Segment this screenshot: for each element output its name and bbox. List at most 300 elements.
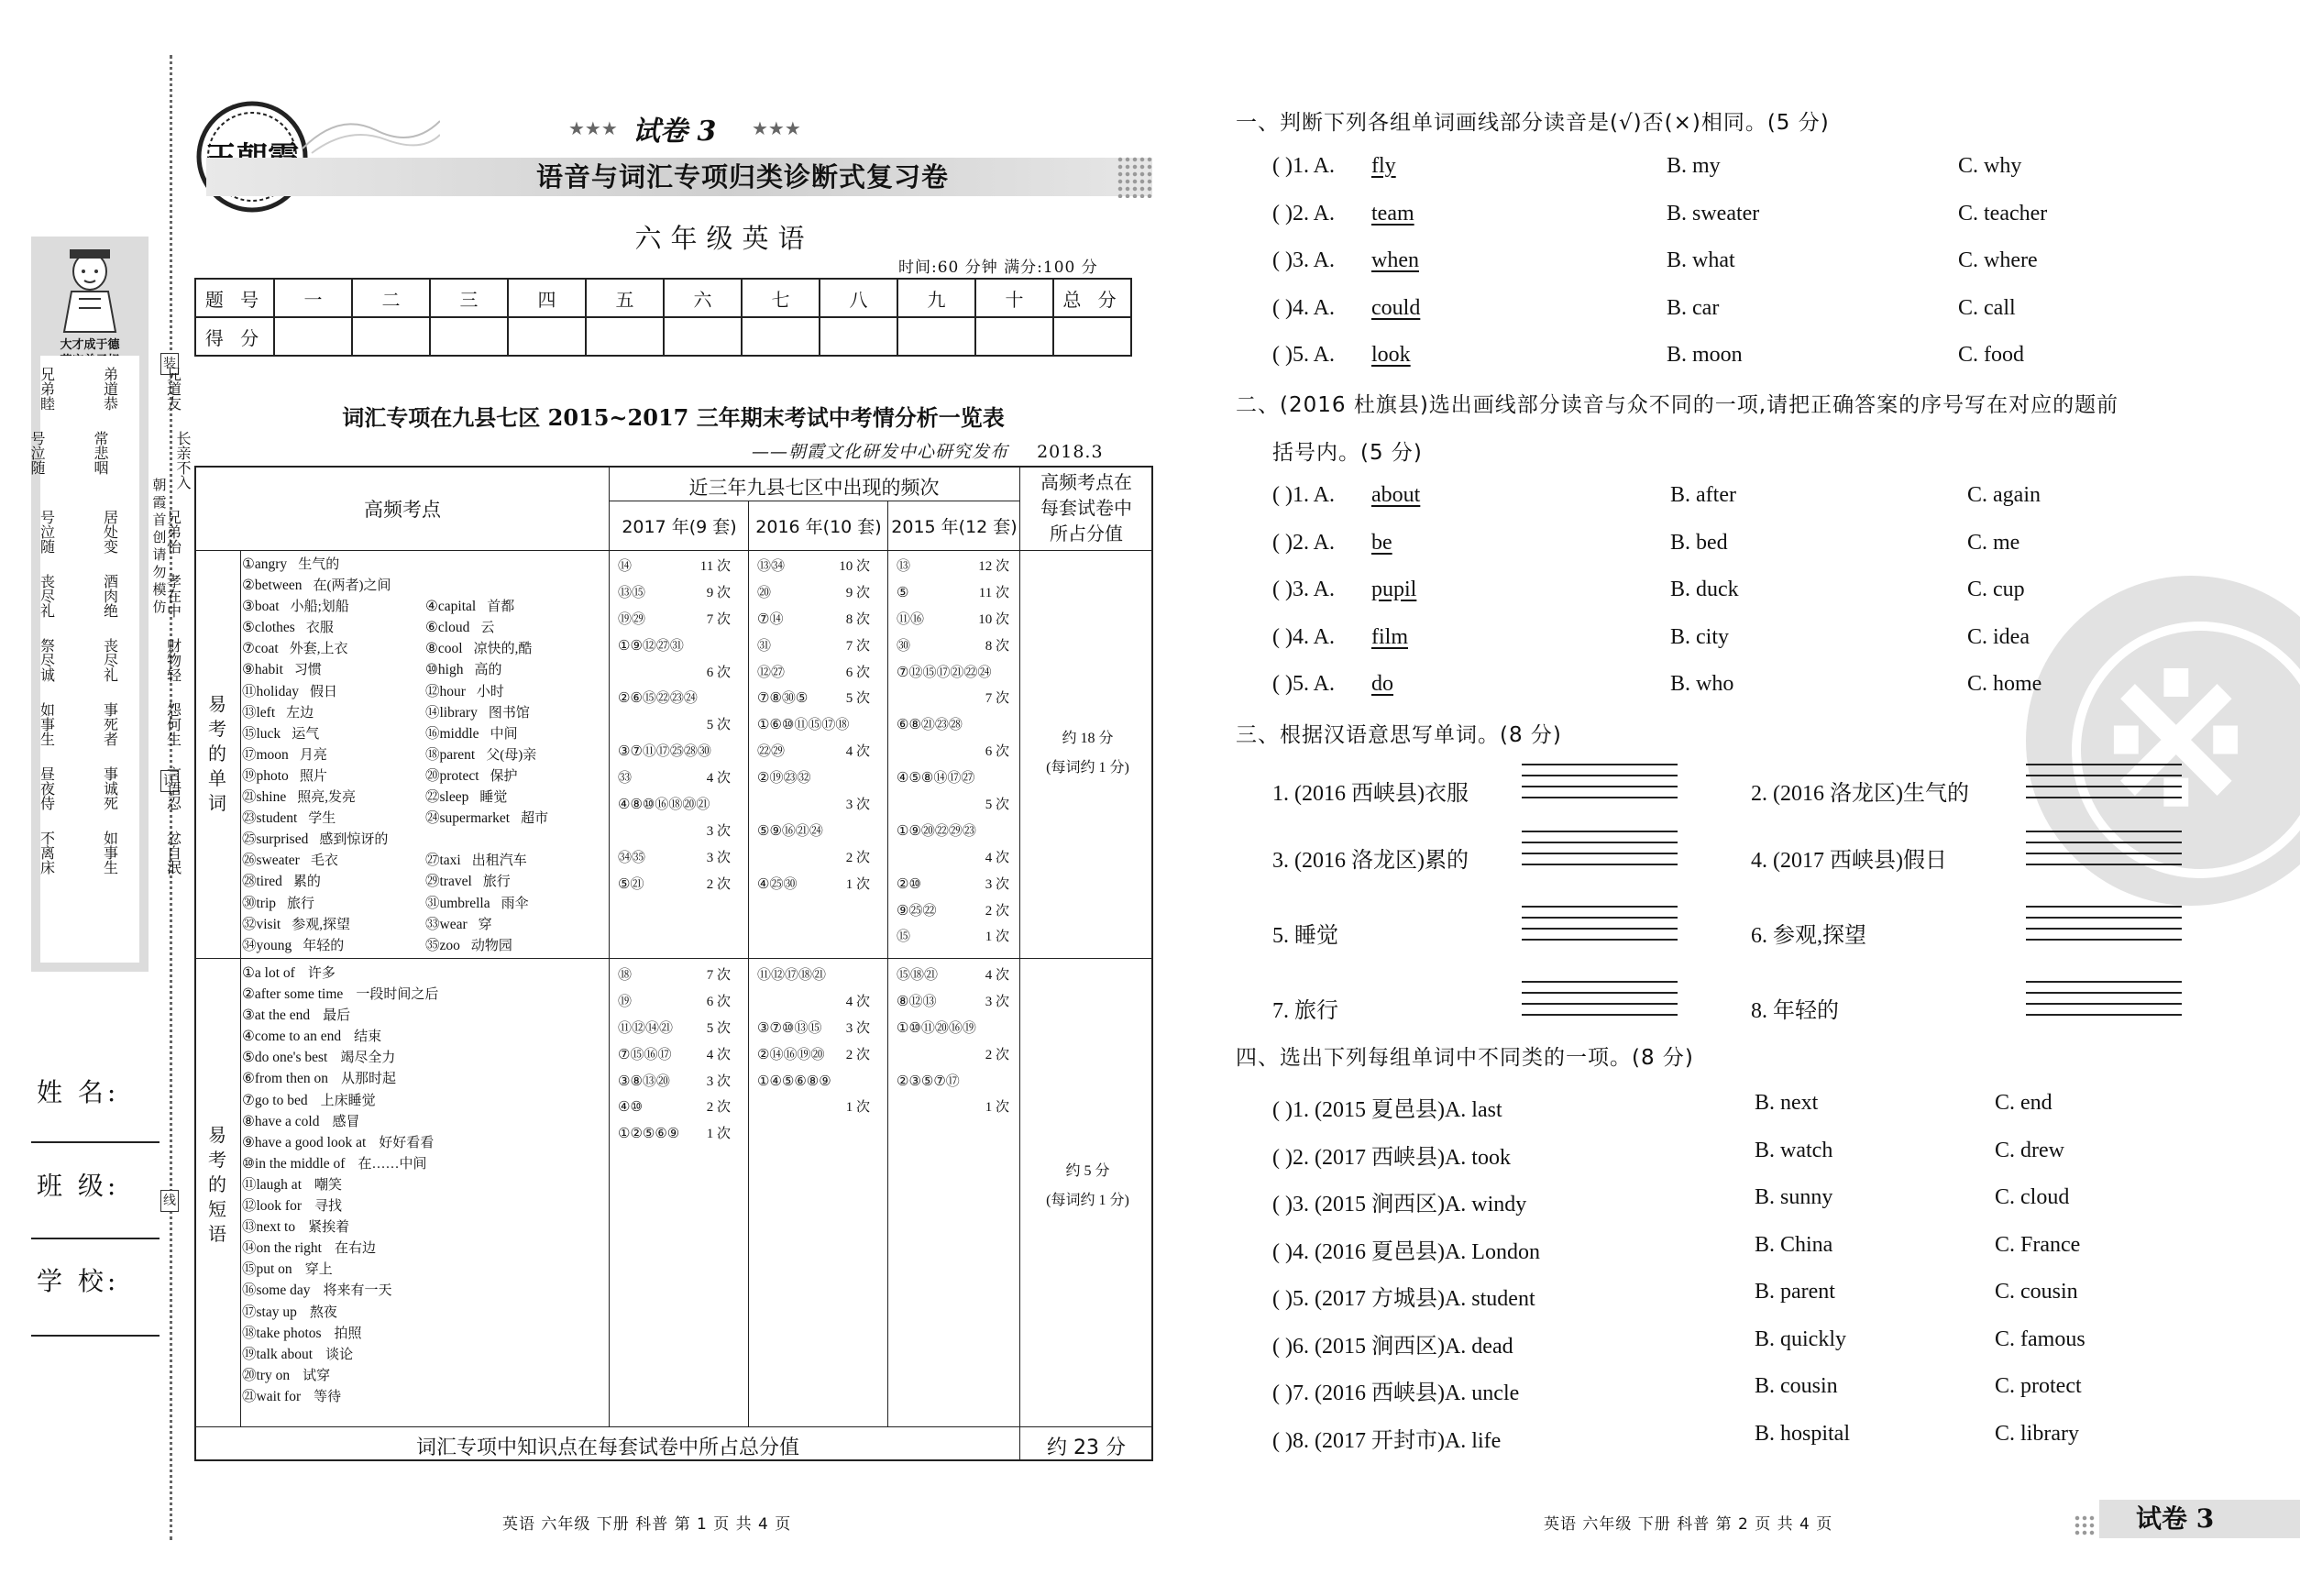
word-freq-2015: [895, 554, 1009, 951]
phrase-row: [242, 1216, 622, 1238]
phrase-en: ⑫look for: [242, 1198, 303, 1215]
option-a[interactable]: film: [1371, 624, 1408, 649]
total-label: 词汇专项中知识点在每套试卷中所占总分值: [415, 1436, 799, 1459]
phrases-value-main: 约 5 分: [1065, 1163, 1110, 1179]
option-c[interactable]: C. cup: [1967, 578, 2025, 601]
option-b[interactable]: B. parent: [1755, 1280, 1835, 1304]
freq-count: 2 次: [706, 1100, 731, 1116]
phrase-zh: 感冒: [332, 1114, 360, 1129]
option-b[interactable]: B. car: [1667, 295, 1720, 320]
score-cell[interactable]: [664, 317, 742, 356]
question-number: ( )5. A.: [1272, 672, 1335, 696]
freq-row: [616, 1069, 731, 1095]
freq-row: [895, 792, 1009, 819]
phrase-en: ⑰stay up: [242, 1304, 297, 1320]
verse-text: 昼夜侍: [38, 766, 56, 810]
phrase-en: ⑬next to: [242, 1219, 296, 1236]
score-entry-row: [195, 317, 1131, 356]
freq-items: ⑦⑧㉚⑤: [757, 691, 809, 707]
name-field[interactable]: [31, 1141, 160, 1143]
score-col-header: 六: [664, 279, 742, 317]
word-row: [242, 829, 622, 850]
phrase-zh: 寻找: [314, 1199, 343, 1215]
answer-field[interactable]: [2026, 981, 2182, 1032]
word-row: [242, 723, 622, 744]
phrase-row: [242, 1174, 622, 1195]
answer-line: [2026, 842, 2182, 843]
word-en: ㉜visit: [242, 916, 281, 932]
school-field[interactable]: [31, 1335, 160, 1337]
freq-row: [895, 607, 1009, 633]
word-en: ⑥cloud: [425, 620, 470, 636]
freq-items: ③⑦⑩⑬⑮: [757, 1020, 822, 1036]
question-number: ( )5. A.: [1272, 343, 1335, 367]
grid-line: [1019, 468, 1020, 1461]
freq-row: [895, 1016, 1009, 1042]
freq-count: 8 次: [985, 638, 1009, 654]
phrase-en: ⑱take photos: [242, 1325, 322, 1341]
verse-text: 事死者: [101, 702, 119, 746]
freq-count: 4 次: [706, 771, 731, 787]
option-a[interactable]: when: [1371, 248, 1419, 272]
freq-count: 3 次: [845, 1020, 870, 1036]
freq-count: 6 次: [706, 665, 731, 680]
freq-row: [895, 924, 1009, 951]
freq-row: [616, 989, 731, 1016]
phrase-zh: 拍照: [334, 1326, 362, 1341]
verse-column: [52, 431, 110, 490]
phrase-zh: 试穿: [303, 1368, 331, 1383]
score-col-header: 九: [897, 279, 975, 317]
answer-line: [1522, 786, 1678, 787]
word-en: ㉓student: [242, 810, 298, 827]
option-a[interactable]: do: [1371, 672, 1393, 696]
freq-row: [616, 872, 731, 898]
answer-line: [2026, 992, 2182, 994]
freq-row: [755, 739, 870, 765]
option-a[interactable]: about: [1371, 483, 1421, 507]
word-zh: 图书馆: [488, 705, 530, 721]
score-col-header: 三: [430, 279, 508, 317]
option-b[interactable]: B. cousin: [1755, 1374, 1838, 1398]
option-b[interactable]: B. next: [1755, 1091, 1819, 1115]
freq-items: ⑦⑭: [757, 611, 784, 627]
freq-row: [895, 872, 1009, 898]
word-pair-2: [425, 723, 518, 745]
word-row: [242, 765, 622, 787]
score-cell[interactable]: [586, 317, 664, 356]
phrase-row: [242, 1302, 622, 1323]
phrase-zh: 谈论: [325, 1347, 354, 1362]
verse-column: [62, 831, 120, 875]
verse-column: [0, 766, 57, 810]
option-b[interactable]: B. what: [1667, 248, 1735, 272]
grid-line: [196, 958, 1153, 959]
option-c[interactable]: C. why: [1958, 154, 2022, 178]
freq-count: 2 次: [706, 876, 731, 892]
freq-count: 1 次: [845, 876, 870, 892]
option-c[interactable]: C. teacher: [1958, 201, 2048, 226]
freq-count: 1 次: [845, 1100, 870, 1116]
phrase-zh: 将来有一天: [323, 1283, 392, 1299]
option-c[interactable]: C. call: [1958, 295, 2016, 320]
verse-column: [0, 831, 57, 875]
option-a[interactable]: team: [1371, 201, 1414, 226]
footer-right: 英语 六年级 下册 科普 第 2 页 共 4 页: [1544, 1515, 1833, 1534]
col-value-header: 高频考点在每套试卷中所占分值: [1040, 471, 1132, 545]
answer-field[interactable]: [2026, 906, 2182, 957]
option-a[interactable]: could: [1371, 295, 1421, 320]
freq-row: [616, 739, 731, 765]
word-pair-2: [425, 744, 536, 766]
score-cell[interactable]: [742, 317, 820, 356]
freq-items: ②⑲㉓㉜: [757, 771, 811, 787]
verse-text: 言语忍: [164, 766, 182, 810]
word-row: [242, 596, 622, 617]
answer-field[interactable]: [1522, 831, 1678, 882]
section3-heading: 三、根据汉语意思写单词。(8 分): [1236, 723, 1562, 747]
phrase-zh: 结束: [354, 1029, 382, 1045]
option-c[interactable]: C. again: [1967, 483, 2041, 507]
freq-count: 3 次: [845, 798, 870, 813]
word-en: ⑦coat: [242, 641, 279, 657]
answer-field[interactable]: [1522, 764, 1678, 815]
freq-row: [895, 1042, 1009, 1069]
page-subtitle: 六年级英语: [634, 223, 814, 254]
word-en: ②between: [242, 578, 303, 594]
freq-count: 1 次: [985, 930, 1009, 945]
word-en: ⑩high: [425, 662, 464, 678]
answer-field[interactable]: [1522, 906, 1678, 957]
option-b[interactable]: B. city: [1670, 624, 1729, 649]
word-pair-2: [425, 808, 548, 830]
option-a[interactable]: fly: [1371, 154, 1396, 178]
verse-group: [38, 638, 182, 682]
option-b[interactable]: B. sunny: [1755, 1185, 1833, 1209]
option-b[interactable]: B. after: [1670, 483, 1736, 507]
phrase-row: [242, 984, 622, 1005]
option-c[interactable]: C. library: [1995, 1421, 2079, 1446]
verse-column: [0, 367, 57, 411]
answer-line: [1522, 906, 1678, 908]
verse-column: [126, 367, 183, 411]
freq-row: [895, 660, 1009, 687]
verse-column: [62, 510, 120, 554]
word-pair-2: [425, 850, 527, 872]
question-number: ( )4. A.: [1272, 624, 1335, 649]
freq-items: ⑳: [757, 585, 772, 600]
motto-line-1: 大才成于德: [60, 338, 120, 352]
score-cell[interactable]: [820, 317, 897, 356]
phrase-row: [242, 1323, 622, 1344]
option-c[interactable]: C. home: [1967, 672, 2042, 696]
freq-items: ②⑩: [897, 876, 921, 892]
question-number: ( )8. (2017 开封市)A. life: [1272, 1428, 1502, 1453]
option-c[interactable]: C. cloud: [1995, 1185, 2070, 1209]
freq-row: [616, 1042, 731, 1069]
word-pair-2: [425, 787, 507, 809]
option-c[interactable]: C. famous: [1995, 1326, 2085, 1351]
class-label: 班 级:: [37, 1171, 120, 1201]
answer-line: [2026, 797, 2182, 798]
option-b[interactable]: B. who: [1670, 672, 1734, 696]
class-field[interactable]: [31, 1238, 160, 1239]
option-b[interactable]: B. sweater: [1667, 201, 1760, 226]
word-zh: 假日: [310, 684, 338, 699]
verse-column: [62, 367, 120, 411]
word-zh: 旅行: [287, 896, 315, 911]
freq-row: [895, 686, 1009, 712]
freq-row: [895, 819, 1009, 845]
answer-line: [1522, 1014, 1678, 1016]
question-number: ( )2. (2017 西峡县)A. took: [1272, 1145, 1511, 1170]
freq-count: 7 次: [706, 968, 731, 983]
word-zh: 出租汽车: [471, 853, 527, 869]
freq-items: ⑱: [618, 968, 633, 983]
word-en: ①angry: [242, 556, 288, 572]
answer-line: [2026, 939, 2182, 941]
score-row-label: 得 分: [195, 317, 274, 356]
option-a[interactable]: look: [1371, 343, 1411, 367]
fill-question: 8. 年轻的: [1751, 999, 1839, 1023]
word-row: [242, 935, 622, 956]
phrase-row: [242, 1026, 622, 1047]
time-info: 时间:60 分钟 满分:100 分: [898, 259, 1098, 277]
word-zh: 生气的: [298, 557, 340, 572]
option-c[interactable]: C. protect: [1995, 1374, 2082, 1398]
freq-items: ④⑤⑧⑭⑰㉗: [897, 771, 975, 787]
option-b[interactable]: B. bed: [1670, 530, 1728, 555]
verse-text: 酒肉绝: [101, 574, 119, 618]
freq-row: [616, 845, 731, 872]
verse-column: [0, 638, 57, 682]
answer-field[interactable]: [2026, 831, 2182, 882]
freq-count: 4 次: [706, 1047, 731, 1062]
word-zh: 在(两者)之间: [313, 578, 391, 594]
option-c[interactable]: C. end: [1995, 1091, 2052, 1115]
score-cell[interactable]: [352, 317, 430, 356]
word-zh: 中间: [490, 726, 518, 742]
freq-items: ㉞㉟: [618, 850, 646, 865]
words-value-sub: (每词约 1 分): [1046, 760, 1129, 776]
option-b[interactable]: B. moon: [1667, 343, 1743, 367]
answer-line: [1522, 917, 1678, 919]
verse-column: [0, 431, 47, 490]
score-cell[interactable]: [1053, 317, 1131, 356]
score-col-header: 二: [352, 279, 430, 317]
freq-row: [616, 712, 731, 739]
verse-group: [38, 831, 182, 875]
option-c[interactable]: C. where: [1958, 248, 2038, 272]
option-b[interactable]: B. quickly: [1755, 1326, 1846, 1351]
word-pair-2: [425, 596, 514, 618]
question-number: ( )2. A.: [1272, 530, 1335, 555]
score-cell[interactable]: [508, 317, 586, 356]
freq-count: 7 次: [706, 611, 731, 627]
word-row: [242, 871, 622, 892]
name-label: 姓 名:: [37, 1077, 120, 1107]
phrase-en: ③at the end: [242, 1007, 311, 1024]
answer-field[interactable]: [2026, 764, 2182, 815]
word-row: [242, 681, 622, 702]
phrase-row: [242, 1047, 622, 1068]
freq-items: ①⑥⑩⑪⑮⑰⑱: [757, 718, 850, 733]
word-en: ⑤clothes: [242, 620, 295, 636]
phrase-en: ⑧have a cold: [242, 1113, 320, 1129]
phrase-row: [242, 1090, 622, 1111]
word-pair-2: [425, 617, 494, 639]
word-zh: 累的: [292, 875, 321, 890]
verse-column: [62, 574, 120, 618]
total-value: 约 23 分: [1047, 1436, 1126, 1459]
footer-left: 英语 六年级 下册 科普 第 1 页 共 4 页: [502, 1515, 792, 1534]
freq-items: ⑥⑧㉑㉓㉘: [897, 718, 963, 733]
answer-line: [1522, 981, 1678, 983]
option-c[interactable]: C. food: [1958, 343, 2024, 367]
word-zh: 高的: [474, 663, 502, 678]
verse-column: [126, 574, 183, 618]
word-en: ㉛umbrella: [425, 895, 490, 911]
fill-question: 4. (2017 西峡县)假日: [1751, 849, 1947, 873]
answer-line: [2026, 831, 2182, 832]
fill-question: 5. 睡觉: [1272, 924, 1338, 948]
word-pair-2: [425, 702, 530, 724]
answer-line: [2026, 864, 2182, 865]
answer-line: [1522, 764, 1678, 765]
option-a[interactable]: be: [1371, 530, 1392, 555]
freq-row: [755, 1069, 870, 1095]
answer-line: [2026, 775, 2182, 776]
option-c[interactable]: C. cousin: [1995, 1280, 2078, 1304]
freq-count: 2 次: [845, 850, 870, 865]
verse-text: 兄弟睦: [38, 367, 56, 411]
question-number: ( )5. (2017 方城县)A. student: [1272, 1287, 1535, 1311]
freq-row: [755, 765, 870, 792]
freq-items: ⑬: [897, 559, 911, 574]
verse-text: 常悲咽: [92, 431, 109, 475]
freq-items: ⑦⑮⑯⑰: [618, 1047, 672, 1062]
stars-left-icon: ★★★: [568, 117, 618, 139]
answer-line: [2026, 764, 2182, 765]
word-en: ⑲photo: [242, 767, 289, 784]
freq-count: 9 次: [706, 585, 731, 600]
section2-heading: 二、(2016 杜旗县)选出画线部分读音与众不同的一项,请把正确答案的序号写在对应的题前: [1236, 393, 2119, 417]
phrase-zh: 竭尽全力: [340, 1051, 396, 1066]
year-2015-header: 2015 年(12 套): [891, 517, 1018, 537]
freq-row: [895, 580, 1009, 607]
option-c[interactable]: C. France: [1995, 1232, 2081, 1257]
word-en: ㉒sleep: [425, 789, 469, 806]
freq-count: 3 次: [706, 850, 731, 865]
verse-text: 不离床: [38, 831, 56, 875]
phrase-row: [242, 1111, 622, 1132]
phrase-row: [242, 1344, 622, 1365]
freq-row: [755, 712, 870, 739]
word-pair-2: [425, 935, 512, 957]
option-c[interactable]: C. me: [1967, 530, 2020, 555]
question-number: ( )4. A.: [1272, 295, 1335, 320]
word-en: ㉑shine: [242, 789, 287, 806]
option-b[interactable]: B. China: [1755, 1232, 1833, 1257]
paper-label: 试卷 3: [633, 116, 717, 148]
score-cell[interactable]: [897, 317, 975, 356]
section2-heading-cont: 括号内。(5 分): [1272, 441, 1423, 465]
freq-items: ⑮⑱㉑: [897, 968, 939, 983]
score-cell[interactable]: [975, 317, 1053, 356]
option-b[interactable]: B. hospital: [1755, 1421, 1851, 1446]
freq-row: [755, 792, 870, 819]
option-c[interactable]: C. drew: [1995, 1138, 2064, 1162]
phrase-en: ⑩in the middle of: [242, 1155, 346, 1172]
option-b[interactable]: B. my: [1667, 154, 1721, 178]
freq-items: ⑬⑮: [618, 585, 646, 600]
freq-count: 10 次: [978, 611, 1009, 627]
answer-line: [2026, 928, 2182, 930]
publisher-text: ——朝霞文化研发中心研究发布: [752, 442, 1009, 462]
option-b[interactable]: B. watch: [1755, 1138, 1833, 1162]
phrase-zh: 上床睡觉: [320, 1093, 376, 1108]
word-zh: 超市: [521, 811, 549, 827]
freq-row: [755, 989, 870, 1016]
freq-items: ③⑦⑪⑰㉕㉘㉚: [618, 744, 711, 760]
option-c[interactable]: C. idea: [1967, 624, 2030, 649]
answer-line: [1522, 1003, 1678, 1005]
answer-line: [2026, 981, 2182, 983]
word-freq-2016: [755, 554, 870, 898]
freq-row: [895, 898, 1009, 925]
question-number: ( )3. A.: [1272, 578, 1335, 601]
freq-count: 1 次: [985, 1100, 1009, 1116]
word-pair-2: [425, 681, 504, 703]
verse-column: [0, 510, 57, 554]
freq-items: ④㉕㉚: [757, 876, 798, 892]
phrase-zh: 紧挨着: [308, 1220, 350, 1236]
logo-seal-icon: [193, 99, 312, 215]
verse-text: 居处变: [101, 510, 119, 554]
watermark-seal-icon: ※: [2099, 633, 2253, 848]
word-pair-2: [425, 765, 518, 787]
phrase-row: [242, 1238, 622, 1259]
word-zh: 左边: [286, 705, 314, 721]
word-row: [242, 638, 622, 659]
answer-field[interactable]: [1522, 981, 1678, 1032]
freq-row: [616, 792, 731, 819]
freq-items: ①②⑤⑥⑨: [618, 1127, 680, 1142]
phrase-en: ⑥from then on: [242, 1071, 328, 1087]
freq-items: ①⑨⑫㉗㉛: [618, 638, 684, 654]
option-b[interactable]: B. duck: [1670, 578, 1739, 601]
score-cell[interactable]: [430, 317, 508, 356]
freq-items: ②⑭⑯⑲⑳: [757, 1047, 825, 1062]
score-cell[interactable]: [274, 317, 352, 356]
word-zh: 外套,上衣: [289, 642, 348, 657]
cut-mark-1: 装: [160, 353, 179, 375]
option-a[interactable]: pupil: [1371, 578, 1417, 601]
word-zh: 照片: [299, 768, 327, 784]
score-header-row: [195, 279, 1131, 317]
freq-items: ⑫㉗: [757, 665, 786, 680]
word-zh: 年轻的: [303, 938, 345, 953]
scholar-illustration-icon: [51, 244, 128, 334]
freq-items: ⑬㉞: [757, 559, 786, 574]
verse-text: 财物轻: [164, 638, 182, 682]
word-row: [242, 893, 622, 914]
cut-mark-2: 订: [160, 770, 179, 792]
freq-row: [895, 845, 1009, 872]
freq-items: ㉛: [757, 638, 772, 654]
answer-line: [2026, 786, 2182, 787]
freq-items: ⑭: [618, 559, 633, 574]
